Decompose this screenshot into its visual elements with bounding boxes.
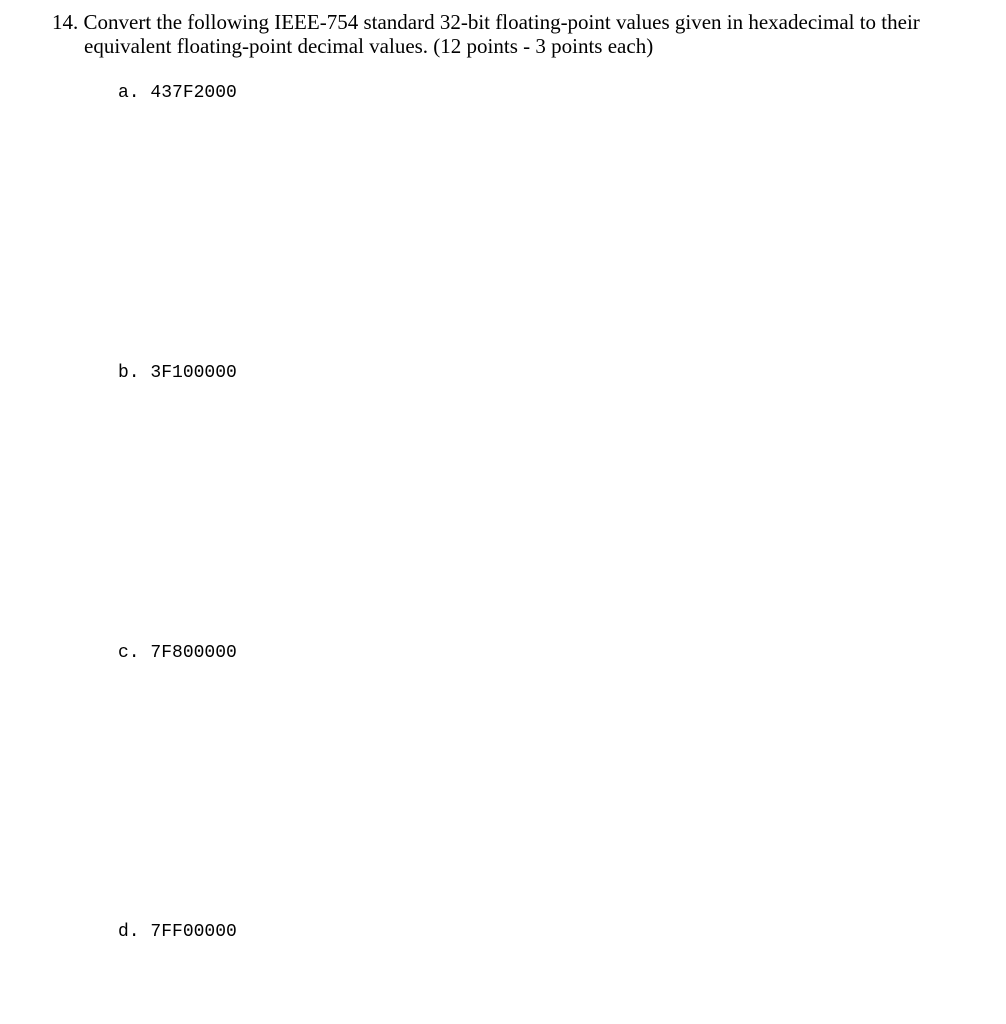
part-a <box>118 82 237 104</box>
part-d <box>118 921 237 943</box>
part-b-hex-value: 3F100000 <box>150 363 237 383</box>
question-text-line-1: Convert the following IEEE-754 standard 32-bit floating-point values given in hexadecimal to their <box>83 10 920 34</box>
question-line-1 <box>52 10 952 34</box>
part-a-label: a. <box>118 83 140 103</box>
part-a-hex-value: 437F2000 <box>150 83 237 103</box>
part-d-hex-value: 7FF00000 <box>150 922 237 942</box>
question-14 <box>52 10 952 58</box>
part-d-label: d. <box>118 922 140 942</box>
question-text-line-2: equivalent floating-point decimal values. (12 points - 3 points each) <box>84 34 654 58</box>
part-c-hex-value: 7F800000 <box>150 643 237 663</box>
part-c-label: c. <box>118 643 140 663</box>
part-b-label: b. <box>118 363 140 383</box>
question-number: 14. <box>52 10 79 34</box>
part-b <box>118 362 237 384</box>
part-c <box>118 642 237 664</box>
